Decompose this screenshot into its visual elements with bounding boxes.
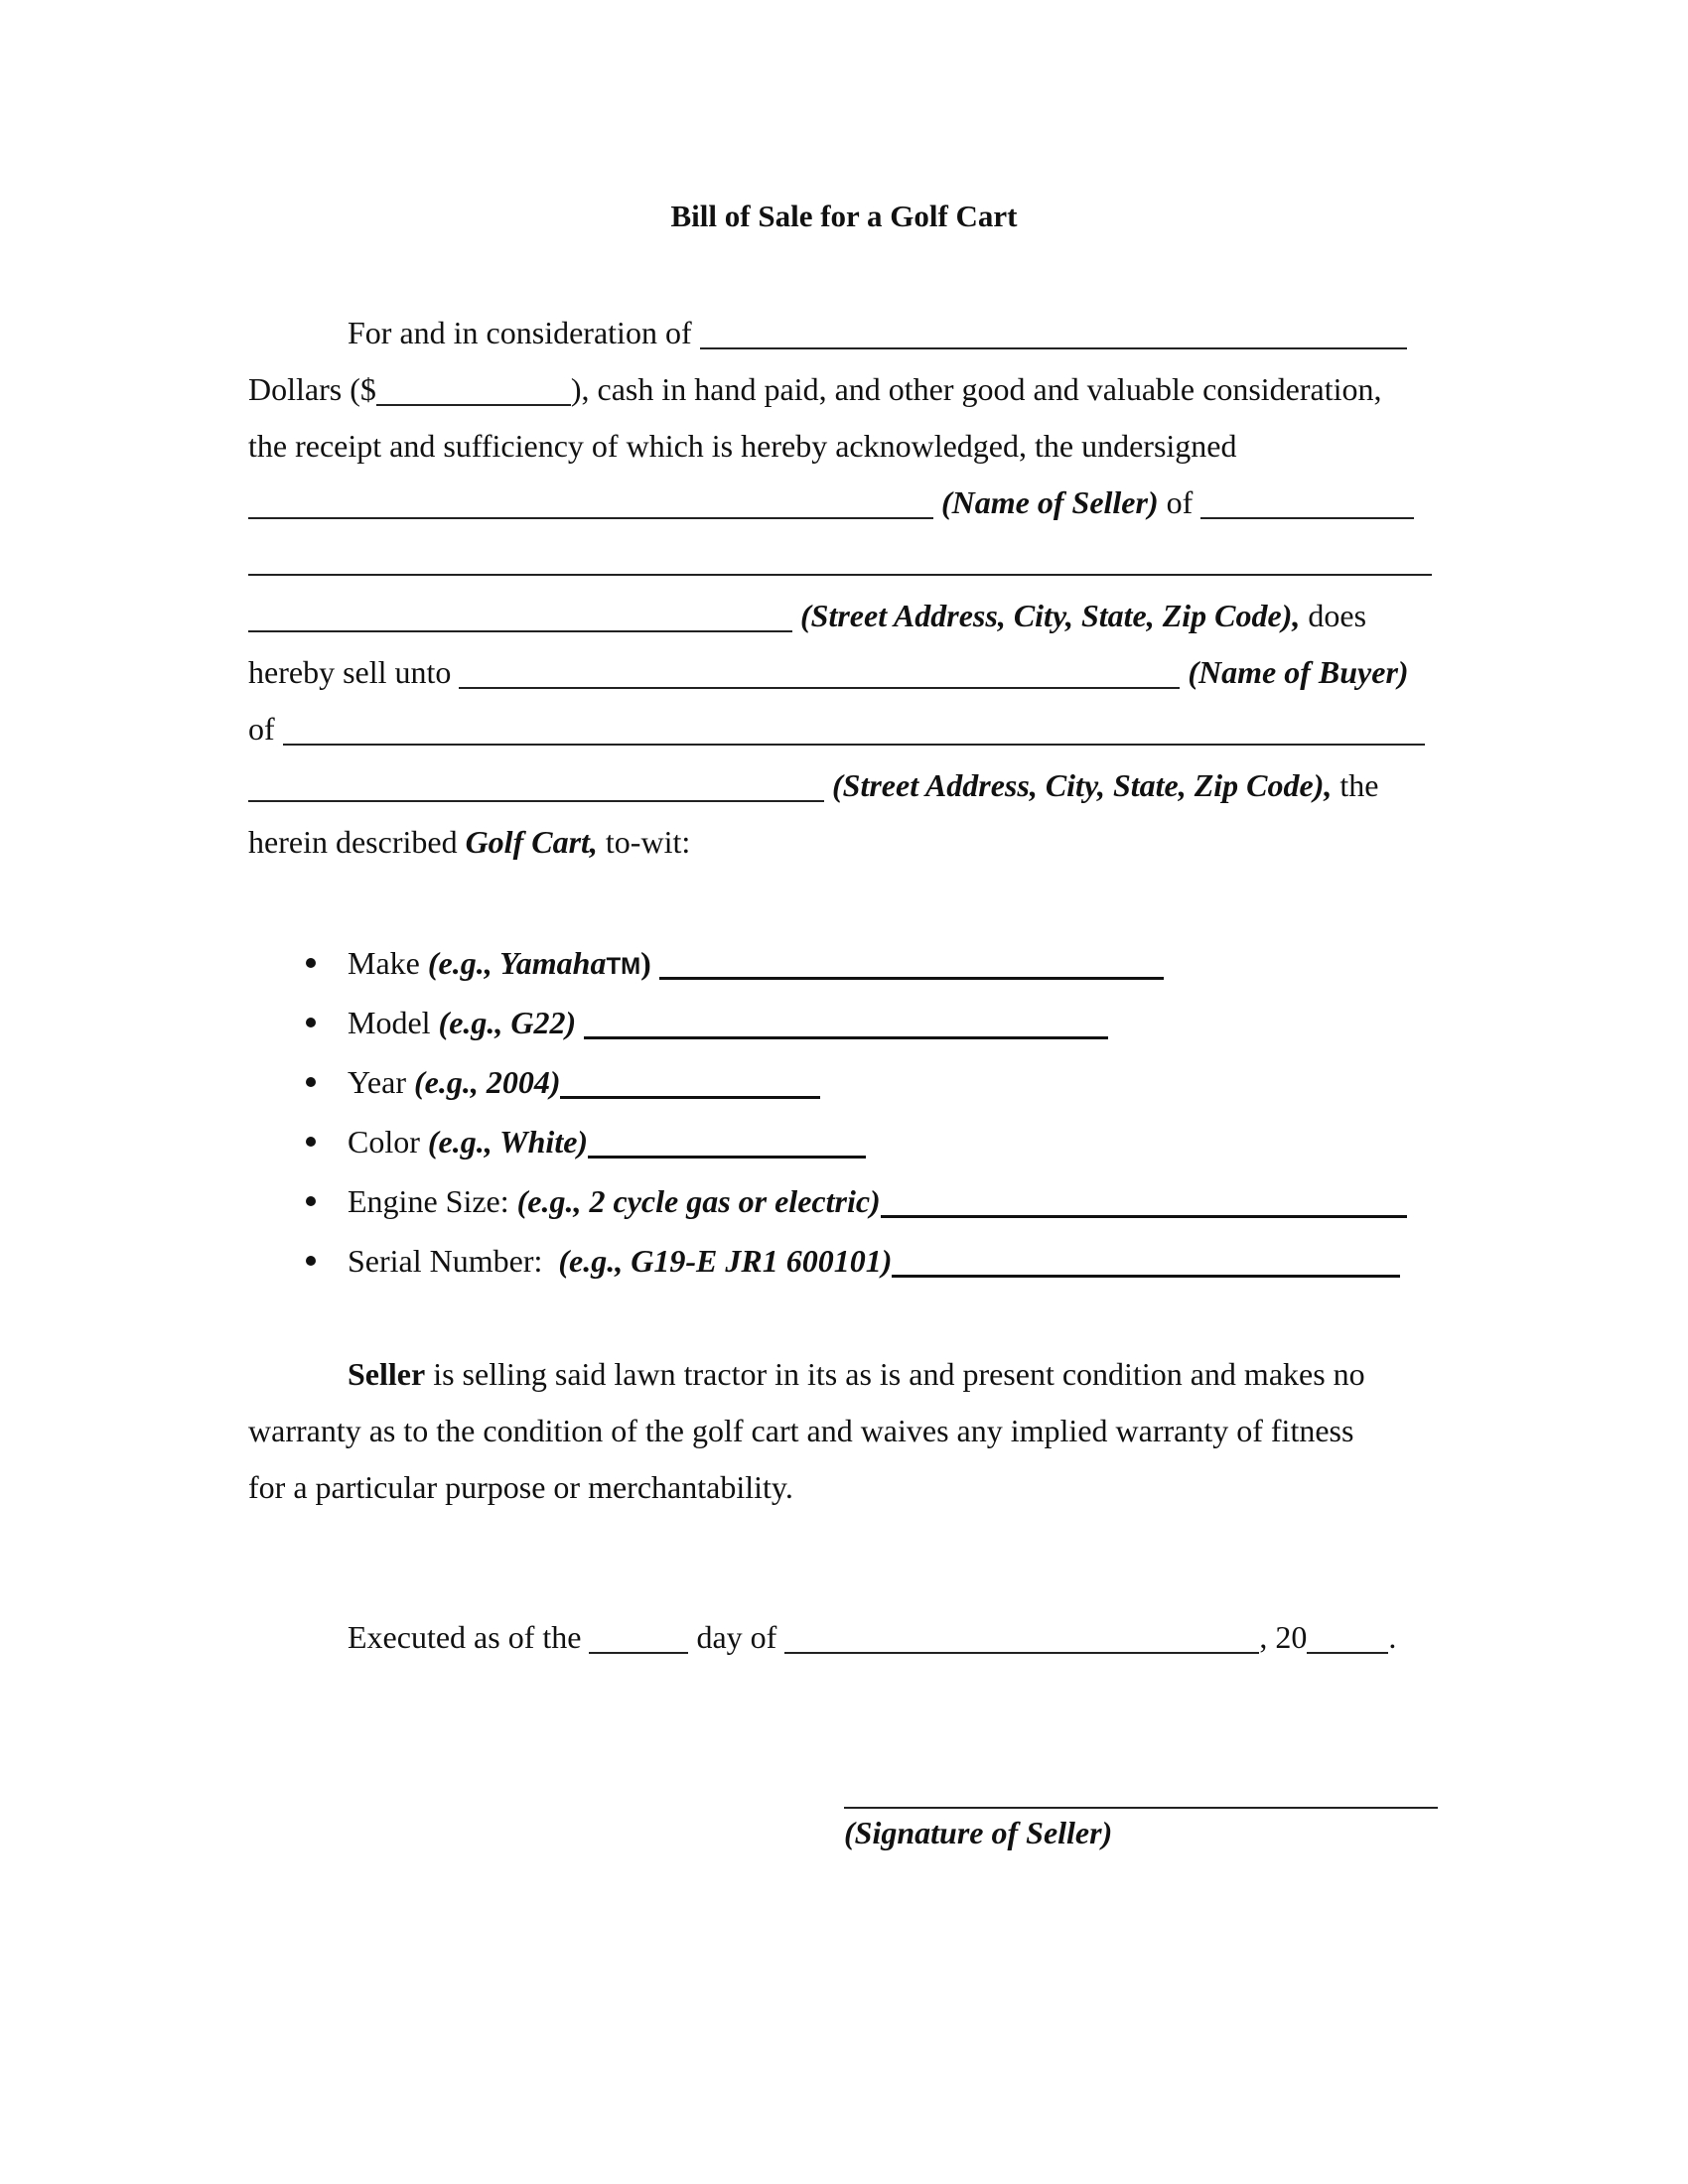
- bullet-icon: [306, 1196, 316, 1206]
- dollars-text-post: ), cash in hand paid, and other good and valuable consideration,: [570, 371, 1382, 407]
- seller-address-field-3[interactable]: [248, 591, 792, 632]
- warranty-line-2: [248, 1402, 1440, 1459]
- dollars-text-pre: Dollars ($: [248, 371, 376, 407]
- model-field[interactable]: [584, 997, 1108, 1039]
- day-of-text: day of: [696, 1619, 777, 1655]
- warranty-text-2: warranty as to the condition of the golf cart and waives any implied warranty of fitness: [248, 1413, 1354, 1448]
- to-wit-text: to-wit:: [605, 824, 691, 860]
- buyer-name-field[interactable]: [459, 647, 1180, 689]
- seller-name-field[interactable]: [248, 478, 933, 519]
- year-field[interactable]: [560, 1056, 820, 1099]
- item-label: Engine Size:: [348, 1183, 509, 1219]
- item-label: Make: [348, 945, 420, 981]
- executed-day-field[interactable]: [589, 1612, 688, 1654]
- document-title: Bill of Sale for a Golf Cart: [670, 199, 1018, 233]
- item-example: (e.g., 2004): [413, 1064, 561, 1100]
- list-item-serial-number: [348, 1231, 1400, 1291]
- seller-address-label: (Street Address, City, State, Zip Code),: [800, 598, 1301, 633]
- bullet-icon: [306, 1077, 316, 1087]
- item-example: (e.g., G22): [438, 1005, 577, 1040]
- year-prefix-text: , 20: [1259, 1619, 1308, 1655]
- item-example: (e.g., 2 cycle gas or electric): [516, 1183, 881, 1219]
- buyer-address-label: (Street Address, City, State, Zip Code),: [832, 767, 1333, 803]
- consideration-text: For and in consideration of: [348, 315, 692, 350]
- dollars-amount-field[interactable]: [376, 364, 571, 406]
- seller-address-field-2[interactable]: [248, 534, 1432, 576]
- seller-address-line-3: [248, 587, 1440, 644]
- item-example-close: ): [640, 945, 651, 981]
- bullet-icon: [306, 1018, 316, 1027]
- executed-year-field[interactable]: [1307, 1612, 1388, 1654]
- item-example: (e.g., Yamaha: [427, 945, 607, 981]
- item-label: Model: [348, 1005, 431, 1040]
- buyer-name-label: (Name of Buyer): [1188, 654, 1409, 690]
- consideration-amount-words-field[interactable]: [700, 308, 1407, 349]
- seller-name-line: [248, 474, 1440, 531]
- bullet-icon: [306, 958, 316, 968]
- receipt-line: [248, 417, 1440, 475]
- receipt-text: the receipt and sufficiency of which is hereby acknowledged, the undersigned: [248, 428, 1237, 464]
- bullet-icon: [306, 1256, 316, 1266]
- the-text: the: [1339, 767, 1379, 803]
- seller-name-label: (Name of Seller): [941, 484, 1159, 520]
- bullet-icon: [306, 1137, 316, 1147]
- warranty-text-1: is selling said lawn tractor in its as is and present condition and makes no: [433, 1356, 1365, 1392]
- buyer-address-line-1: [248, 700, 1440, 757]
- seller-bold-text: Seller: [348, 1356, 426, 1392]
- color-field[interactable]: [588, 1116, 866, 1159]
- item-label: Year: [348, 1064, 406, 1100]
- buyer-name-line: [248, 643, 1440, 701]
- signature-label: (Signature of Seller): [844, 1815, 1113, 1850]
- buyer-address-field-2[interactable]: [248, 760, 824, 802]
- list-item-engine-size: [348, 1171, 1407, 1231]
- seller-address-line-2: [248, 530, 1440, 588]
- trademark-mark: TM: [606, 953, 641, 980]
- sell-unto-text: hereby sell unto: [248, 654, 452, 690]
- dollars-line: [248, 360, 1440, 418]
- described-text: herein described: [248, 824, 458, 860]
- item-label: Serial Number:: [348, 1243, 543, 1279]
- seller-of-text: of: [1166, 484, 1194, 520]
- seller-address-field-1[interactable]: [1200, 478, 1414, 519]
- golf-cart-text: Golf Cart,: [465, 824, 598, 860]
- executed-line: [348, 1608, 1539, 1666]
- list-item-year: [348, 1052, 820, 1112]
- warranty-text-3: for a particular purpose or merchantability.: [248, 1469, 793, 1505]
- serial-number-field[interactable]: [892, 1235, 1400, 1278]
- described-line: [248, 813, 1440, 871]
- make-field[interactable]: [659, 937, 1164, 980]
- consideration-line: [348, 304, 1539, 361]
- item-example: (e.g., G19-E JR1 600101): [558, 1243, 893, 1279]
- does-text: does: [1308, 598, 1367, 633]
- warranty-line-3: [248, 1458, 1440, 1516]
- item-example: (e.g., White): [427, 1124, 589, 1160]
- executed-text: Executed as of the: [348, 1619, 582, 1655]
- buyer-address-field-1[interactable]: [283, 704, 1425, 746]
- buyer-of-text: of: [248, 711, 275, 747]
- list-item-make: [348, 933, 1164, 993]
- executed-end-text: .: [1388, 1619, 1397, 1655]
- warranty-line-1: [348, 1345, 1539, 1403]
- engine-size-field[interactable]: [881, 1175, 1407, 1218]
- list-item-model: [348, 993, 1108, 1052]
- buyer-address-line-2: [248, 756, 1440, 814]
- list-item-color: [348, 1112, 866, 1171]
- executed-month-field[interactable]: [784, 1612, 1259, 1654]
- item-label: Color: [348, 1124, 420, 1160]
